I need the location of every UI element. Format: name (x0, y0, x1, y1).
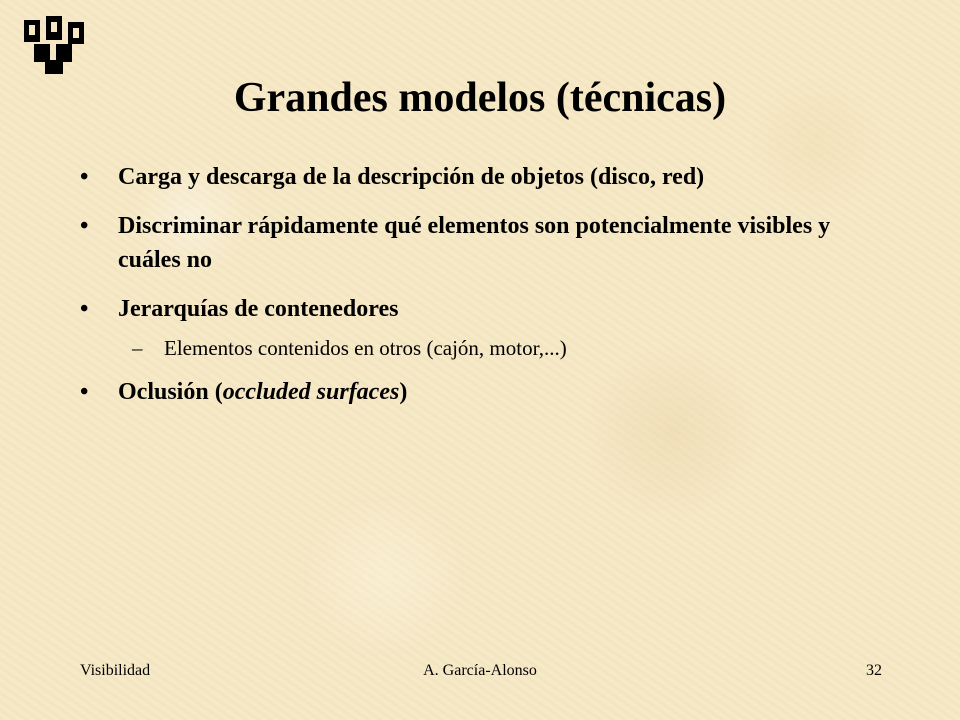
bullet-list (80, 160, 880, 424)
footer-page-number: 32 (866, 662, 882, 679)
university-logo (22, 14, 88, 76)
bullet-item (80, 160, 880, 194)
sub-bullet-item (80, 333, 880, 363)
bullet-text-emphasis: occluded surfaces (222, 379, 400, 405)
bullet-marker: • (80, 213, 89, 239)
bullet-text-prefix: Oclusión ( (118, 379, 223, 405)
bullet-marker: • (80, 296, 89, 322)
bullet-item (80, 375, 880, 409)
slide-title: Grandes modelos (técnicas) (233, 75, 727, 121)
bullet-item (80, 209, 880, 277)
bullet-text: Discriminar rápidamente qué elementos son potencialmente visibles y cuáles no (118, 213, 831, 273)
footer-topic: Visibilidad (80, 662, 151, 679)
bullet-text: Jerarquías de contenedores (118, 296, 399, 322)
bullet-marker: • (80, 379, 89, 405)
sub-bullet-text: Elementos contenidos en otros (cajón, motor,...) (164, 336, 567, 360)
bullet-marker: • (80, 164, 89, 190)
bullet-item (80, 292, 880, 326)
footer-author: A. García-Alonso (423, 662, 537, 679)
bullet-text-suffix: ) (399, 379, 408, 405)
sub-bullet-marker: – (132, 336, 143, 360)
bullet-text: Carga y descarga de la descripción de objetos (disco, red) (118, 164, 705, 190)
